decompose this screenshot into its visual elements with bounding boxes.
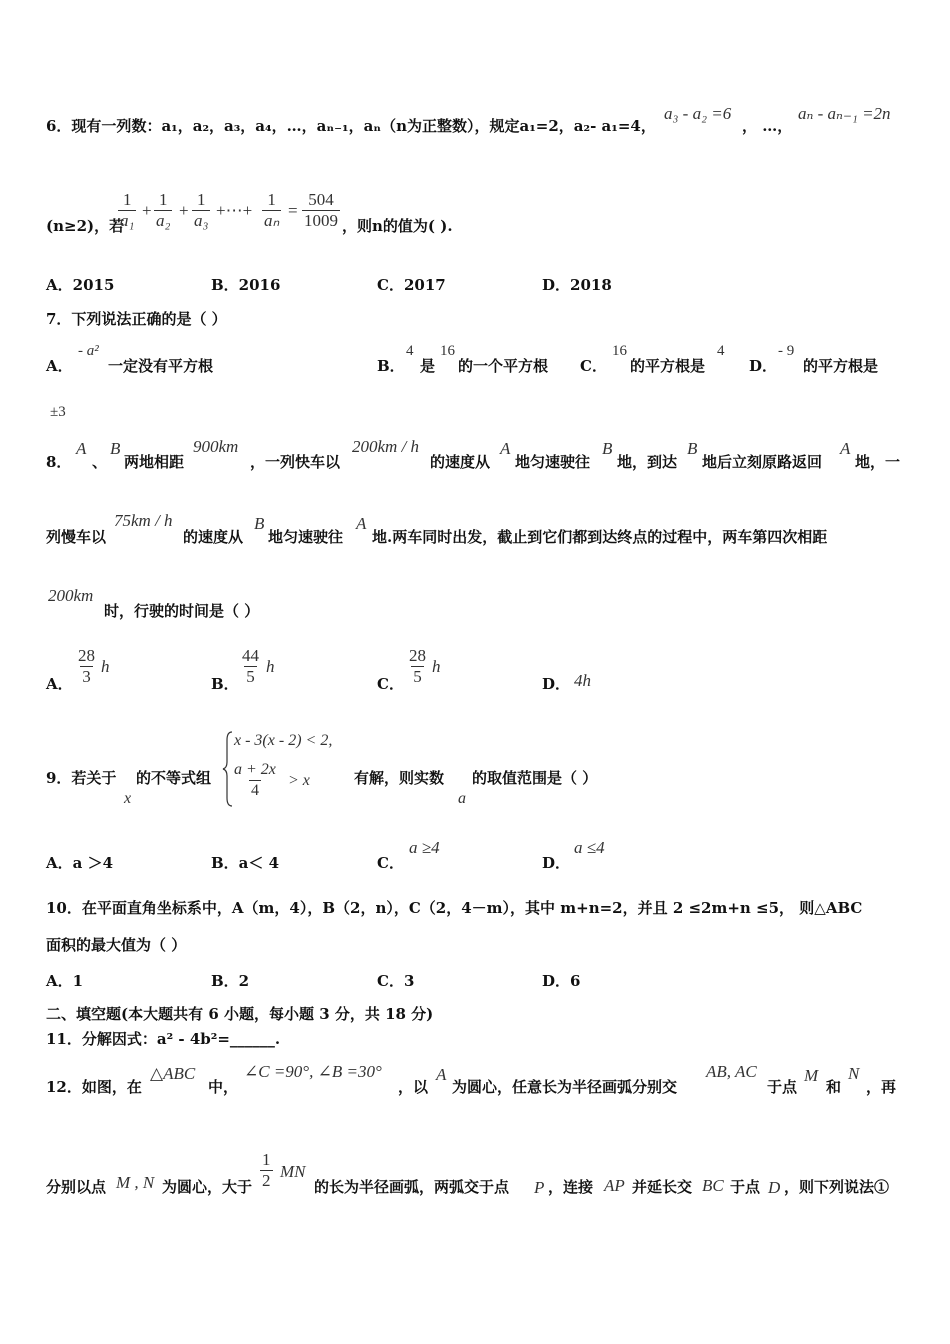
q9-x: x (124, 790, 132, 807)
q12-l2a: 分别以点 (46, 1178, 107, 1196)
q12-N: N (848, 1064, 860, 1083)
q6-rhs (302, 190, 340, 231)
q8-t3: 的速度从 (430, 453, 491, 471)
q12-l2f: 于点 (730, 1178, 761, 1196)
q12-l2e: 并延长交 (632, 1178, 693, 1196)
q12-angles: ∠C =90°, ∠B =30° (244, 1062, 382, 1081)
q12-half-den: 2 (262, 1171, 271, 1190)
q8-option-c-den: 5 (413, 667, 422, 686)
q9-option-c-label: C． (377, 854, 404, 872)
q8-distance2: 200km (48, 586, 94, 605)
q8-option-a-unit: h (101, 657, 110, 676)
q12-triangle: △ABC (150, 1064, 196, 1083)
q9-option-d-math: a ≤4 (574, 838, 605, 857)
q8-option-b-frac (240, 646, 261, 687)
q10-line2: 面积的最大值为（ ） (46, 936, 187, 954)
q8-t1: 两地相距 (124, 453, 185, 471)
q9-option-c-math: a ≥4 (409, 838, 440, 857)
q12-AB-AC: AB, AC (706, 1062, 757, 1081)
q7-option-c-m1: 16 (612, 343, 627, 359)
q6-frac-1 (118, 190, 136, 231)
q8-t2: ，一列快车以 (250, 453, 341, 471)
q6-eq: = (288, 201, 298, 220)
q8-t5: 地，到达 (617, 453, 678, 471)
q7-option-c-t1: 的平方根是 (630, 357, 706, 375)
q9-frac-den: 4 (250, 782, 259, 799)
q8-l2c: 地匀速驶往 (268, 528, 344, 546)
q7-option-b-t2: 的一个平方根 (458, 357, 549, 375)
q10-option-c: C．3 (377, 972, 415, 990)
q8-speed1: 200km / h (352, 437, 420, 456)
q8-speed2: 75km / h (114, 511, 173, 530)
q7-option-b-label: B． (377, 357, 405, 375)
q6-option-d: D．2018 (542, 276, 612, 294)
q12-t1: 12．如图，在 (46, 1078, 142, 1096)
q12-M: M (804, 1066, 819, 1085)
q7-stem: 7．下列说法正确的是（ ） (46, 310, 227, 328)
q12-P: P (534, 1178, 545, 1197)
q12-l2d: ，连接 (548, 1178, 594, 1196)
q8-A4: A (356, 514, 367, 533)
q7-option-a-math: - a² (78, 343, 99, 359)
q12-half (260, 1150, 273, 1191)
q6-option-c: C．2017 (377, 276, 446, 294)
q12-BC: BC (702, 1176, 724, 1195)
q7-option-b-m2: 16 (440, 343, 455, 359)
q8-B4: B (254, 514, 265, 533)
q8-t6: 地后立刻原路返回 (702, 453, 823, 471)
q12-t7: ，再 (866, 1078, 897, 1096)
q9-t1: 9．若关于 (46, 769, 117, 787)
q8-option-b-den: 5 (246, 667, 255, 686)
q7-option-c-label: C． (580, 357, 607, 375)
q6-frac-1-num: 1 (122, 190, 132, 209)
q6-frac-n (262, 190, 281, 231)
q8-A: A (76, 439, 87, 458)
q8-l3: 时，行驶的时间是（ ） (104, 602, 260, 620)
q9-t4: 的取值范围是（ ） (472, 769, 598, 787)
q9-t2: 的不等式组 (136, 769, 212, 787)
q8-B2: B (602, 439, 613, 458)
q8-option-d-value: 4h (574, 671, 591, 690)
q9-option-b: B．a＜ 4 (211, 854, 280, 872)
q6-option-b: B．2016 (211, 276, 281, 294)
q12-t4: 为圆心，任意长为半径画弧分别交 (452, 1078, 678, 1096)
q8-A2: A (500, 439, 511, 458)
q8-option-a-frac (76, 646, 97, 687)
q6-sep: ， …， (742, 117, 793, 135)
q6-expr2: aₙ - aₙ₋₁ =2n (798, 104, 891, 123)
q10-option-b: B．2 (211, 972, 250, 990)
q6-plus-2: + (179, 201, 189, 220)
q8-B: B (110, 439, 121, 458)
q6-plus-1: + (142, 201, 152, 220)
q6-frac-2 (154, 190, 172, 231)
q7-option-b-t1: 是 (420, 357, 436, 375)
q8-option-b-num: 44 (242, 646, 259, 665)
q9-ineq1: x - 3(x - 2) < 2, (234, 732, 333, 749)
q10-line1: 10．在平面直角坐标系中，A（m，4），B（2，n），C（2，4－m），其中 m+n=2，并且 2 ≤2m+n ≤5， 则△ABC (46, 899, 863, 917)
q8-option-a-num: 28 (78, 646, 95, 665)
q12-AP: AP (604, 1176, 625, 1195)
q11-text: 11．分解因式：a² - 4b²=______. (46, 1030, 281, 1048)
q6-expr1: a₃ - a₂ =6 (664, 104, 732, 123)
q7-option-a-label: A． (46, 357, 73, 375)
q7-option-d-t1: 的平方根是 (803, 357, 879, 375)
q8-option-b-label: B． (211, 675, 239, 693)
q12-t5: 于点 (767, 1078, 798, 1096)
q6-dots: +⋯+ (216, 201, 253, 220)
q6-frac-1-den: a₁ (120, 211, 135, 230)
q8-l2b: 的速度从 (183, 528, 244, 546)
q6-frac-n-den: aₙ (264, 211, 280, 230)
q7-option-a-text: 一定没有平方根 (108, 357, 214, 375)
q7-option-d-label: D． (749, 357, 778, 375)
q12-l2g: ，则下列说法① (784, 1178, 890, 1196)
q8-option-d-label: D． (542, 675, 571, 693)
q9-frac (232, 760, 278, 801)
q10-option-a: A．1 (46, 972, 84, 990)
q6-frac-3 (192, 190, 210, 231)
q12-l2b: 为圆心，大于 (162, 1178, 253, 1196)
q6-frac-2-den: a₂ (156, 211, 171, 230)
q8-option-c-num: 28 (409, 646, 426, 665)
q8-option-c-unit: h (432, 657, 441, 676)
q9-ineq2-tail: > x (288, 772, 310, 789)
q6-frac-n-num: 1 (267, 190, 276, 209)
q8-option-b-unit: h (266, 657, 275, 676)
q12-MN2: MN (280, 1162, 306, 1181)
q12-t3: ，以 (398, 1078, 429, 1096)
q6-option-a: A．2015 (46, 276, 115, 294)
q8-option-a-label: A． (46, 675, 73, 693)
q6-line1: 6．现有一列数：a₁，a₂，a₃，a₄，…，aₙ₋₁，aₙ（n为正整数），规定a₁=2，a₂- a₁=4， (46, 117, 656, 135)
q8-B3: B (687, 439, 698, 458)
q8-comma: 、 (92, 453, 108, 471)
q10-option-d: D．6 (542, 972, 581, 990)
q8-t4: 地匀速驶往 (515, 453, 591, 471)
q12-t2: 中， (208, 1078, 239, 1096)
q8-option-a-den: 3 (82, 667, 91, 686)
q6-rhs-num: 504 (308, 190, 334, 209)
q6-tail: ，则n的值为( ). (342, 217, 453, 235)
q12-l2c: 的长为半径画弧，两弧交于点 (314, 1178, 510, 1196)
q12-half-num: 1 (262, 1150, 271, 1169)
q8-l2a: 列慢车以 (46, 528, 107, 546)
q7-option-c-m2: 4 (717, 343, 725, 359)
q8-t7: 地，一 (855, 453, 901, 471)
q12-A: A (436, 1065, 447, 1084)
q9-a: a (458, 790, 466, 807)
q8-A3: A (840, 439, 851, 458)
q12-t6: 和 (826, 1078, 842, 1096)
q6-rhs-den: 1009 (304, 211, 338, 230)
q7-option-d-m1: - 9 (778, 343, 795, 359)
q12-MN: M , N (116, 1173, 155, 1192)
q9-frac-num: a + 2x (234, 761, 276, 778)
q9-option-a: A．a ＞4 (46, 854, 114, 872)
q6-frac-3-num: 1 (196, 190, 206, 209)
q9-option-d-label: D． (542, 854, 571, 872)
section-title: 二、填空题(本大题共有 6 小题，每小题 3 分，共 18 分) (46, 1005, 434, 1023)
q8-num: 8． (46, 453, 72, 471)
q8-option-c-frac (407, 646, 428, 687)
q8-option-c-label: C． (377, 675, 404, 693)
q6-frac-3-den: a₃ (194, 211, 209, 230)
q6-frac-2-num: 1 (158, 190, 168, 209)
q12-D: D (768, 1178, 781, 1197)
q7-option-b-m1: 4 (406, 343, 414, 359)
q7-option-d-m2: ±3 (50, 404, 66, 420)
q9-t3: 有解，则实数 (354, 769, 445, 787)
q8-distance: 900km (193, 437, 239, 456)
q6-cond: (n≥2)，若 (46, 217, 125, 235)
q8-l2d: 地.两车同时出发，截止到它们都到达终点的过程中，两车第四次相距 (372, 528, 828, 546)
